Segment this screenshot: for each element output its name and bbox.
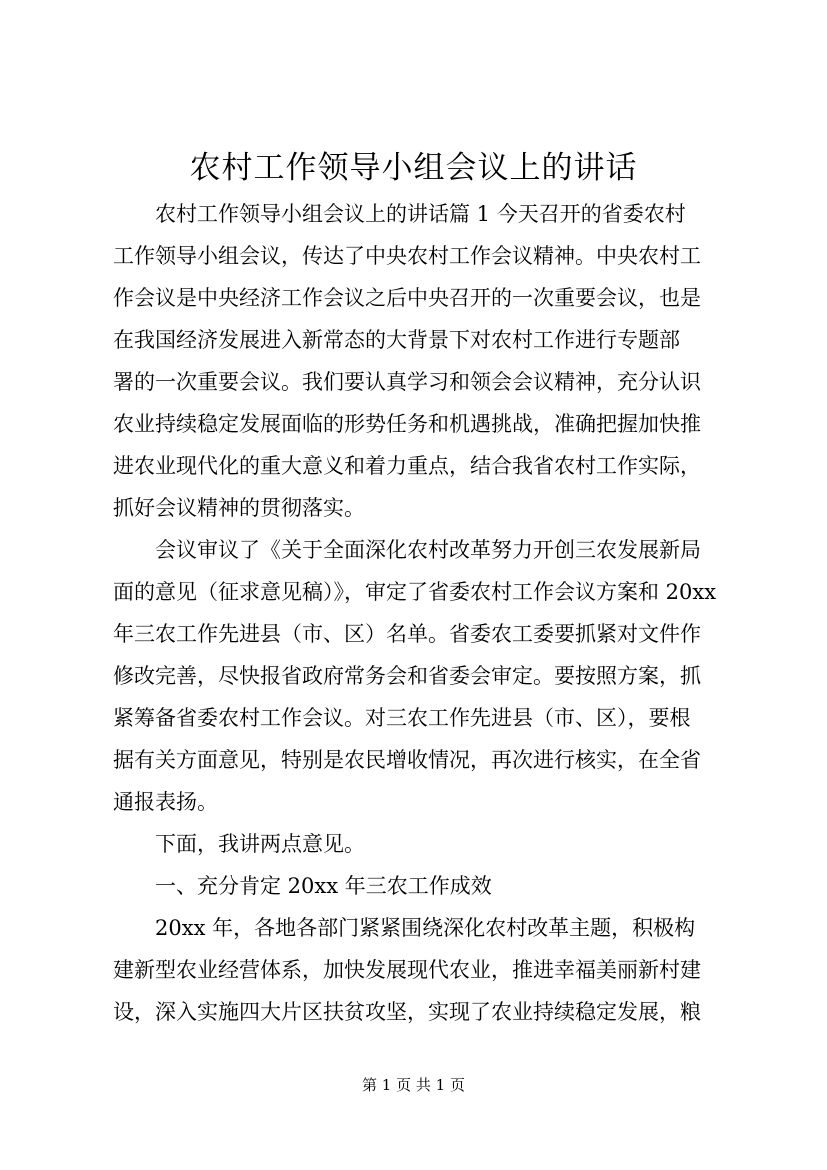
page-footer: 第 1 页 共 1 页: [362, 1076, 465, 1094]
body-line-20: 设，深入实施四大片区扶贫攻坚，实现了农业持续稳定发展，粮: [113, 1000, 701, 1024]
body-line-14: 据有关方面意见，特别是农民增收情况，再次进行核实，在全省: [113, 748, 701, 772]
body-line-2: 工作领导小组会议，传达了中央农村工作会议精神。中央农村工: [113, 244, 701, 268]
body-line-15: 通报表扬。: [113, 790, 218, 814]
body-line-1: 农村工作领导小组会议上的讲话篇 1 今天召开的省委农村: [155, 202, 686, 226]
body-line-10: 面的意见（征求意见稿）》，审定了省委农村工作会议方案和 20xx: [113, 580, 717, 604]
body-line-13: 紧筹备省委农村工作会议。对三农工作先进县（市、区），要根: [113, 706, 691, 730]
body-line-16: 下面，我讲两点意见。: [155, 832, 365, 856]
body-line-3: 作会议是中央经济工作会议之后中央召开的一次重要会议，也是: [113, 286, 701, 310]
body-line-6: 农业持续稳定发展面临的形势任务和机遇挑战，准确把握加快推: [113, 412, 701, 436]
body-line-12: 修改完善，尽快报省政府常务会和省委会审定。要按照方案，抓: [113, 664, 701, 688]
body-line-19: 建新型农业经营体系，加快发展现代农业，推进幸福美丽新村建: [113, 958, 701, 982]
section-heading: 一、充分肯定 20xx 年三农工作成效: [155, 874, 492, 898]
body-line-11: 年三农工作先进县（市、区）名单。省委农工委要抓紧对文件作: [113, 622, 701, 646]
body-line-7: 进农业现代化的重大意义和着力重点，结合我省农村工作实际，: [113, 454, 701, 478]
body-line-5: 署的一次重要会议。我们要认真学习和领会会议精神，充分认识: [113, 370, 701, 394]
document-title: 农村工作领导小组会议上的讲话: [189, 150, 638, 186]
body-line-4: 在我国经济发展进入新常态的大背景下对农村工作进行专题部: [113, 328, 680, 352]
body-line-8: 抓好会议精神的贯彻落实。: [113, 496, 365, 520]
body-line-18: 20xx 年，各地各部门紧紧围绕深化农村改革主题，积极构: [155, 916, 696, 940]
body-line-9: 会议审议了《关于全面深化农村改革努力开创三农发展新局: [155, 538, 701, 562]
